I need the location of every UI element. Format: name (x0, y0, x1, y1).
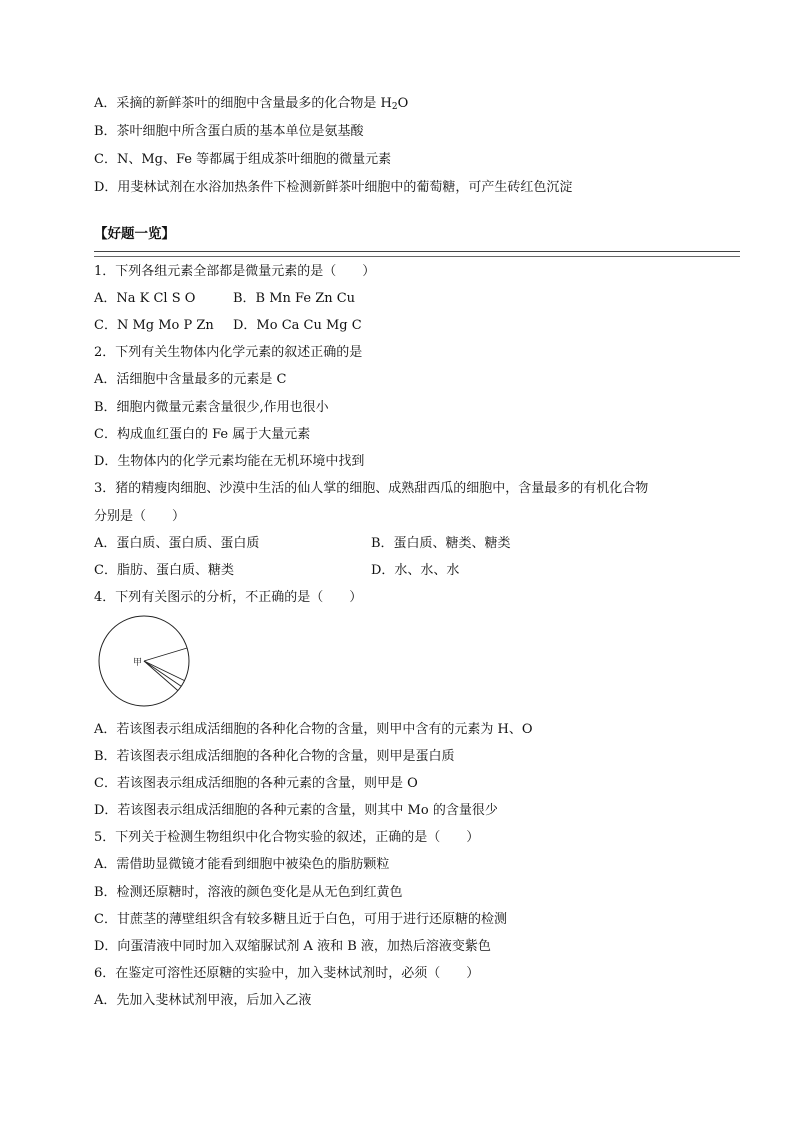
q6-option-a: A．先加入斐林试剂甲液，后加入乙液 (94, 993, 312, 1008)
q5-option-b: B．检测还原糖时，溶液的颜色变化是从无色到红黄色 (94, 885, 403, 900)
q3-option-b: B．蛋白质、糖类、糖类 (371, 536, 511, 551)
q5-option-c: C．甘蔗茎的薄壁组织含有较多糖且近于白色，可用于进行还原糖的检测 (94, 912, 507, 927)
q3-stem-line1: 3．猪的精瘦肉细胞、沙漠中生活的仙人掌的细胞、成熟甜西瓜的细胞中，含量最多的有机化合物 (94, 481, 649, 496)
pie-label-jia: 甲 (133, 658, 143, 668)
q2-option-a: A．活细胞中含量最多的元素是 C (94, 372, 287, 387)
option-b: B．茶叶细胞中所含蛋白质的基本单位是氨基酸 (94, 124, 364, 139)
q2-option-d: D．生物体内的化学元素均能在无机环境中找到 (94, 454, 365, 469)
q4-option-d: D．若该图表示组成活细胞的各种元素的含量，则其中 Mo 的含量很少 (94, 803, 498, 818)
q5-stem: 5．下列关于检测生物组织中化合物实验的叙述，正确的是（ ） (94, 830, 480, 845)
q1-option-b: B．B Mn Fe Zn Cu (233, 291, 356, 306)
option-c: C．N、Mg、Fe 等都属于组成茶叶细胞的微量元素 (94, 152, 392, 167)
q4-option-c: C．若该图表示组成活细胞的各种元素的含量，则甲是 O (94, 776, 418, 791)
section-divider (94, 251, 740, 252)
q4-option-b: B．若该图表示组成活细胞的各种化合物的含量，则甲是蛋白质 (94, 749, 455, 764)
q4-stem: 4．下列有关图示的分析，不正确的是（ ） (94, 590, 363, 605)
q1-stem: 1．下列各组元素全部都是微量元素的是（ ） (94, 264, 376, 279)
q3-stem-line2: 分别是（ ） (94, 509, 186, 524)
q3-option-a: A．蛋白质、蛋白质、蛋白质 (94, 536, 260, 551)
q1-option-c: C．N Mg Mo P Zn (94, 318, 214, 333)
q4-option-a: A．若该图表示组成活细胞的各种化合物的含量，则甲中含有的元素为 H、O (94, 722, 533, 737)
section-title: 【好题一览】 (94, 226, 175, 242)
q2-option-c: C．构成血红蛋白的 Fe 属于大量元素 (94, 427, 311, 442)
q2-stem: 2．下列有关生物体内化学元素的叙述正确的是 (94, 345, 363, 360)
option-a: A．采摘的新鲜茶叶的细胞中含量最多的化合物是 $H_2O$ (94, 96, 409, 112)
q1-option-a: A．Na K Cl S O (94, 291, 196, 306)
q5-option-d: D．向蛋清液中同时加入双缩脲试剂 A 液和 B 液，加热后溶液变紫色 (94, 939, 491, 954)
option-d: D．用斐林试剂在水浴加热条件下检测新鲜茶叶细胞中的葡萄糖，可产生砖红色沉淀 (94, 180, 573, 195)
section-divider-thin (94, 256, 740, 257)
q5-option-a: A．需借助显微镜才能看到细胞中被染色的脂肪颗粒 (94, 857, 390, 872)
q6-stem: 6．在鉴定可溶性还原糖的实验中，加入斐林试剂时，必须（ ） (94, 966, 480, 981)
q3-option-d: D．水、水、水 (371, 563, 460, 578)
q2-option-b: B．细胞内微量元素含量很少,作用也很小 (94, 400, 329, 415)
pie-figure (96, 614, 196, 710)
q1-option-d: D．Mo Ca Cu Mg C (233, 318, 362, 333)
q3-option-c: C．脂肪、蛋白质、糖类 (94, 563, 234, 578)
